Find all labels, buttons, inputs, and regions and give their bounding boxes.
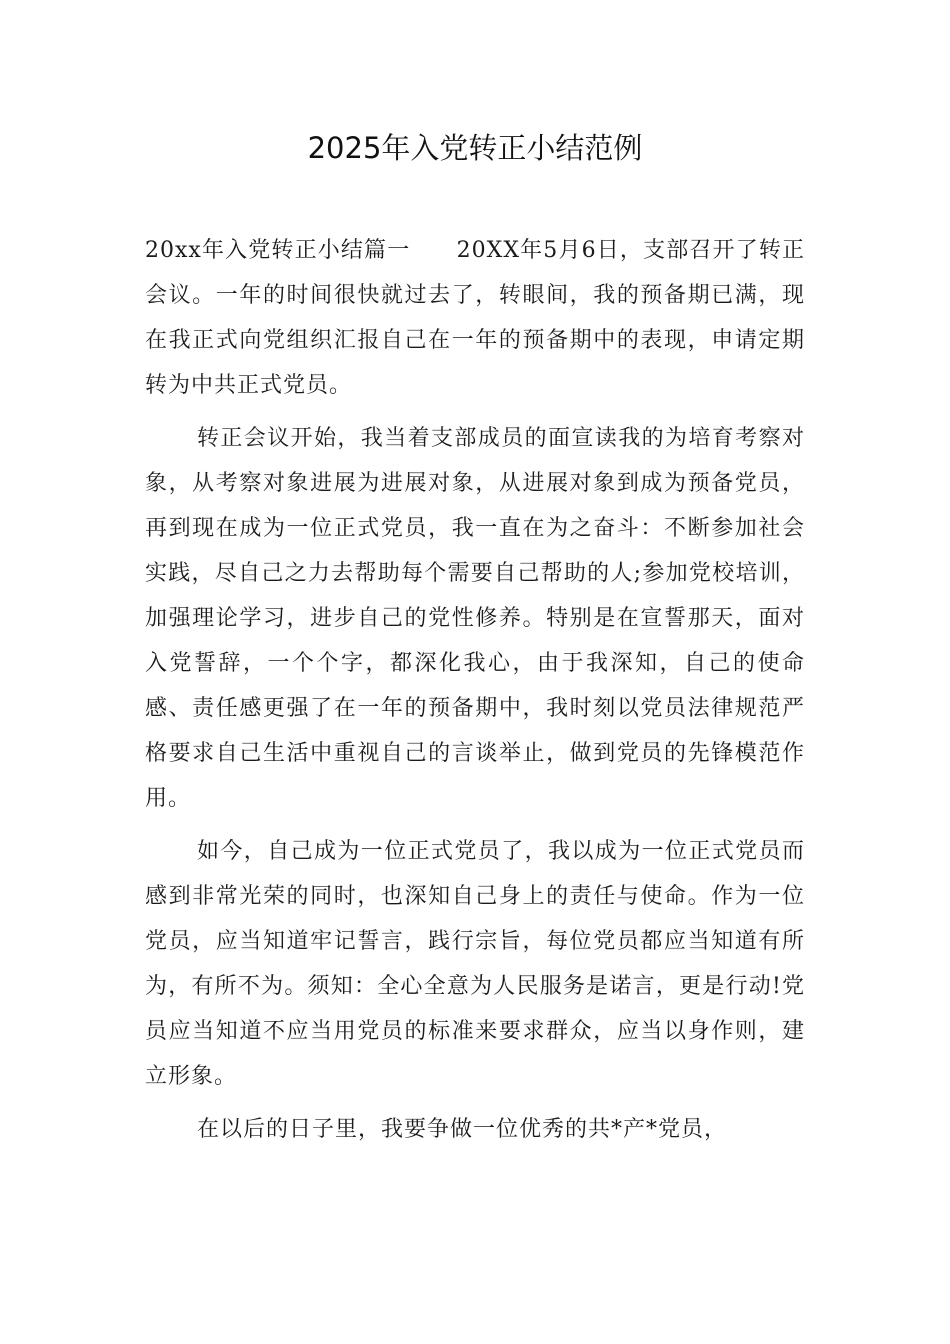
document-body [145,228,805,1152]
paragraph-1: 20xx年入党转正小结篇一 20XX年5月6日，支部召开了转正会议。一年的时间很快就过去了，转眼间，我的预备期已满，现在我正式向党组织汇报自己在一年的预备期中的表现，申请定期转为中共正式党员。 [145,238,805,398]
paragraph-2: 转正会议开始，我当着支部成员的面宣读我的为培育考察对象，从考察对象进展为进展对象，从进展对象到成为预备党员，再到现在成为一位正式党员，我一直在为之奋斗：不断参加社会实践，尽自己之力去帮助每个需要自己帮助的人;参加党校培训，加强理论学习，进步自己的党性修养。特别是在宣誓那天，面对入党誓辞，一个个字，都深化我心，由于我深知，自己的使命感、责任感更强了在一年的预备期中，我时刻以党员法律规范严格要求自己生活中重视自己的言谈举止，做到党员的先锋模范作用。 [145,426,805,811]
paragraph-4: 在以后的日子里，我要争做一位优秀的共*产*党员， [197,1117,728,1142]
document-title: 2025年入党转正小结范例 [307,131,643,165]
paragraph-3: 如今，自己成为一位正式党员了，我以成为一位正式党员而感到非常光荣的同时，也深知自己身上的责任与使命。作为一位党员，应当知道牢记誓言，践行宗旨，每位党员都应当知道有所为，有所不为。须知：全心全意为人民服务是诺言，更是行动!党员应当知道不应当用党员的标准来要求群众，应当以身作则，建立形象。 [145,839,805,1089]
